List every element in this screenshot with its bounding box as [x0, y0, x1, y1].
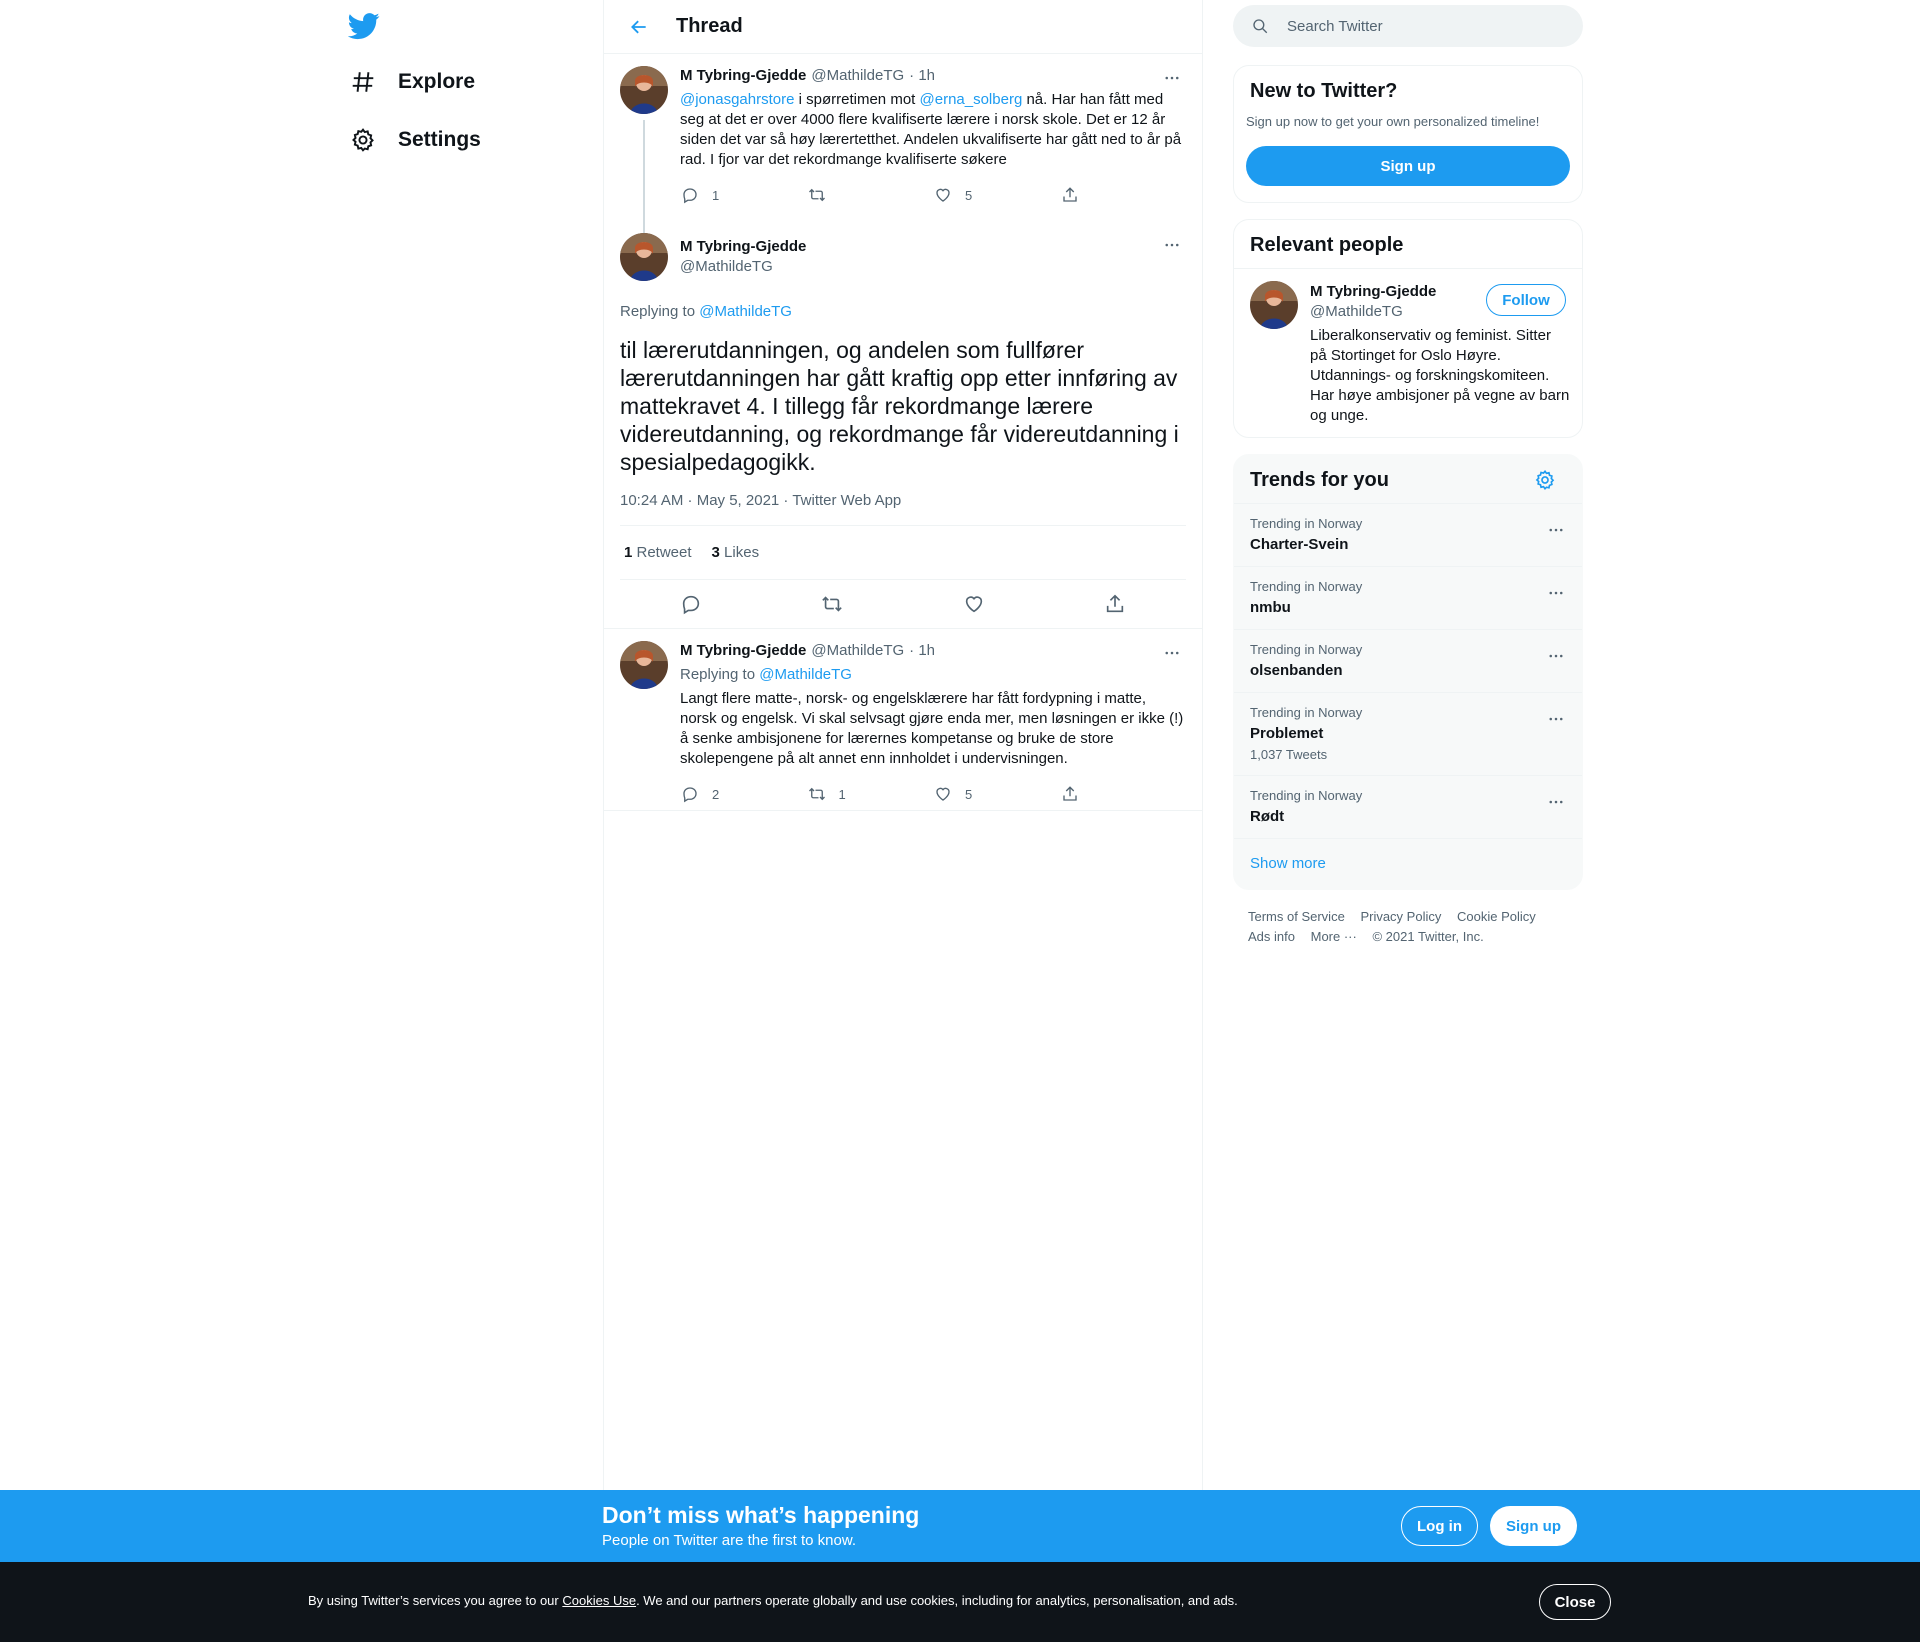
person-name[interactable]: M Tybring-Gjedde — [1310, 283, 1437, 300]
show-more-link[interactable]: Show more — [1234, 838, 1583, 890]
tweet-actions — [680, 779, 1186, 809]
reply-button[interactable] — [680, 784, 807, 804]
like-count: 3 — [711, 544, 720, 561]
sign-up-button[interactable]: Sign up — [1246, 146, 1570, 186]
tweet-text — [680, 90, 1186, 170]
relevant-people-title: Relevant people — [1250, 234, 1404, 256]
terms-link[interactable]: Terms of Service — [1248, 909, 1345, 924]
more-options-button[interactable] — [1160, 233, 1184, 257]
tweet-time[interactable]: · 1h — [909, 67, 936, 84]
trend-name: nmbu — [1250, 599, 1291, 616]
ellipsis-icon — [1163, 644, 1181, 662]
avatar[interactable] — [620, 66, 668, 114]
retweet-icon[interactable] — [820, 592, 844, 616]
retweet-label: Retweet — [632, 544, 692, 561]
trend-item[interactable] — [1234, 692, 1583, 775]
new-to-twitter-title: New to Twitter? — [1250, 80, 1398, 102]
gear-icon — [1534, 469, 1556, 491]
avatar[interactable] — [620, 233, 668, 281]
like-button[interactable] — [933, 185, 1060, 205]
tweet-timestamp[interactable]: 10:24 AM · May 5, 2021 · Twitter Web App — [620, 492, 1186, 526]
retweet-count: 1 — [838, 786, 846, 802]
hashtag-icon — [348, 67, 378, 97]
trends-settings-button[interactable] — [1534, 469, 1558, 493]
trend-location: Trending in Norway — [1250, 705, 1363, 720]
reply-button[interactable] — [680, 185, 807, 205]
reply-count: 1 — [712, 187, 720, 203]
search-icon — [1251, 17, 1269, 35]
author-name[interactable]: M Tybring-Gjedde — [680, 238, 807, 255]
gear-icon — [348, 125, 378, 155]
author-name[interactable]: M Tybring-Gjedde — [680, 67, 807, 84]
nav-settings[interactable] — [348, 116, 481, 164]
ellipsis-icon[interactable] — [1544, 518, 1568, 542]
heart-icon[interactable] — [962, 592, 986, 616]
thread-column — [603, 0, 1203, 1642]
person-handle[interactable]: @MathildeTG — [1310, 303, 1403, 320]
tweet-actions — [680, 180, 1186, 210]
ellipsis-icon[interactable] — [1544, 790, 1568, 814]
share-icon — [1060, 185, 1080, 205]
trend-item[interactable] — [1234, 775, 1583, 838]
cookies-use-link[interactable]: Cookies Use — [562, 1593, 637, 1608]
trend-item[interactable] — [1234, 503, 1583, 566]
mention-link[interactable]: @jonasgahrstore — [680, 91, 795, 108]
log-in-button[interactable]: Log in — [1401, 1506, 1478, 1546]
tweet-parent[interactable] — [604, 54, 1202, 221]
heart-icon — [933, 784, 953, 804]
close-button[interactable]: Close — [1539, 1584, 1611, 1620]
ellipsis-icon[interactable] — [1544, 707, 1568, 731]
footer-links — [1248, 907, 1548, 947]
replying-prefix: Replying to — [620, 303, 700, 320]
cookie-text — [308, 1593, 1238, 1608]
main-tweet-actions — [620, 580, 1186, 628]
retweet-count: 1 — [624, 544, 633, 561]
divider — [1234, 268, 1583, 269]
retweets-stat[interactable] — [624, 544, 692, 561]
trend-item[interactable] — [1234, 629, 1583, 692]
trend-tweet-count: 1,037 Tweets — [1250, 747, 1328, 762]
mention-link[interactable]: @erna_solberg — [919, 91, 1023, 108]
author-handle[interactable]: @MathildeTG — [811, 642, 905, 659]
follow-button[interactable]: Follow — [1486, 284, 1566, 316]
banner-title: Don’t miss what’s happening — [602, 1502, 920, 1528]
trend-name: Problemet — [1250, 725, 1324, 742]
person-bio: Liberalkonservativ og feminist. Sitter på Stortinget for Oslo Høyre. Utdannings- og forskningskomiteen. Har høye ambisjoner på vegne av barn og unge. — [1310, 327, 1570, 424]
banner-subtitle: People on Twitter are the first to know. — [602, 1532, 857, 1549]
more-options-button[interactable] — [1160, 641, 1184, 665]
signup-banner — [0, 1490, 1920, 1562]
trend-item[interactable] — [1234, 566, 1583, 629]
sign-up-button[interactable]: Sign up — [1490, 1506, 1577, 1546]
retweet-icon — [807, 784, 827, 804]
relevant-people-card — [1233, 219, 1583, 438]
share-icon[interactable] — [1103, 592, 1127, 616]
like-count: 5 — [965, 786, 973, 802]
author-handle[interactable]: @MathildeTG — [680, 258, 773, 275]
share-button[interactable] — [1060, 185, 1187, 205]
avatar[interactable] — [620, 641, 668, 689]
reply-icon — [680, 185, 700, 205]
privacy-link[interactable]: Privacy Policy — [1360, 909, 1442, 924]
retweet-button[interactable] — [807, 185, 934, 205]
like-button[interactable] — [933, 784, 1060, 804]
nav-explore[interactable] — [348, 58, 475, 106]
like-count: 5 — [965, 187, 973, 203]
avatar[interactable] — [1250, 281, 1298, 329]
main-tweet-text: til lærerutdanningen, og andelen som fullfører lærerutdanningen har gått kraftig opp etter innføring av mattekravet 4. I tillegg får rekordmange lærere videreutdanning, og rekordmange får videreutdanning i spesialpedagogikk. — [620, 337, 1179, 475]
trend-name: Charter-Svein — [1250, 536, 1349, 553]
trend-location: Trending in Norway — [1250, 642, 1363, 657]
reply-icon[interactable] — [679, 592, 703, 616]
main-tweet — [604, 221, 1202, 628]
search-input[interactable] — [1287, 18, 1547, 35]
ellipsis-icon[interactable] — [1544, 581, 1568, 605]
cookie-text-part: By using Twitter’s services you agree to our — [308, 1593, 563, 1608]
more-options-button[interactable] — [1160, 66, 1184, 90]
new-to-twitter-subtitle: Sign up now to get your own personalized timeline! — [1246, 114, 1540, 129]
replying-to — [620, 303, 1186, 320]
heart-icon — [933, 185, 953, 205]
trend-location: Trending in Norway — [1250, 788, 1363, 803]
ads-info-link[interactable]: Ads info — [1248, 929, 1295, 944]
tweet-stats — [620, 526, 1186, 580]
nav-explore-label: Explore — [398, 70, 476, 93]
trends-title: Trends for you — [1250, 469, 1389, 491]
cookie-banner — [0, 1562, 1920, 1642]
trends-card — [1233, 454, 1583, 890]
tweet-text-part: i spørretimen mot — [794, 91, 920, 108]
tweet-reply[interactable] — [604, 628, 1202, 811]
share-button[interactable] — [1060, 784, 1187, 804]
replying-to-link[interactable]: @MathildeTG — [759, 666, 852, 683]
ellipsis-icon — [1163, 236, 1181, 254]
arrow-left-icon — [629, 17, 649, 37]
reply-count: 2 — [712, 786, 720, 802]
thread-header — [604, 0, 1202, 54]
tweet-text-part: nå. Har han fått med seg at det er over 4000 flere kvalifiserte lærere i norsk skole. Det er 12 år siden det var så høy lærertetthet. Andelen ukvalifiserte har gått ned to år på rad. I fjor var det rekordmange kvalifiserte søkere — [680, 91, 1182, 168]
cookie-policy-link[interactable]: Cookie Policy — [1456, 909, 1536, 924]
replying-to-link[interactable]: @MathildeTG — [699, 303, 792, 320]
trend-name: Rødt — [1250, 808, 1285, 825]
retweet-icon — [807, 185, 827, 205]
author-handle[interactable]: @MathildeTG — [811, 67, 905, 84]
tweet-text: Langt flere matte-, norsk- og engelsklærere har fått fordypning i matte, norsk og engelsk. Vi skal selvsagt gjøre enda mer, men løsningen er ikke (!) å senke ambisjonene for lærernes kompetanse og bruke de store skolepengene på alt annet enn innholdet i undervisningen. — [680, 690, 1184, 767]
search-box[interactable] — [1233, 5, 1583, 47]
twitter-logo-icon[interactable] — [348, 10, 384, 46]
new-to-twitter-card — [1233, 65, 1583, 203]
tweet-time[interactable]: · 1h — [909, 642, 936, 659]
retweet-button[interactable] — [807, 784, 934, 804]
replying-to — [680, 665, 1186, 685]
author-name[interactable]: M Tybring-Gjedde — [680, 642, 807, 659]
more-link[interactable]: More ··· — [1310, 929, 1357, 944]
share-icon — [1060, 784, 1080, 804]
reply-icon — [680, 784, 700, 804]
likes-stat[interactable] — [712, 544, 760, 561]
like-label: Likes — [719, 544, 760, 561]
nav-settings-label: Settings — [398, 128, 481, 151]
ellipsis-icon[interactable] — [1544, 644, 1568, 668]
ellipsis-icon — [1163, 69, 1181, 87]
cookie-text-part: . We and our partners operate globally and use cookies, including for analytics, personalisation, and ads. — [636, 1593, 1238, 1608]
copyright: © 2021 Twitter, Inc. — [1372, 929, 1484, 944]
trend-location: Trending in Norway — [1250, 579, 1363, 594]
replying-prefix: Replying to — [680, 666, 760, 683]
back-button[interactable] — [622, 10, 656, 44]
trend-name: olsenbanden — [1250, 662, 1343, 679]
page-title: Thread — [676, 15, 743, 37]
trend-location: Trending in Norway — [1250, 516, 1363, 531]
